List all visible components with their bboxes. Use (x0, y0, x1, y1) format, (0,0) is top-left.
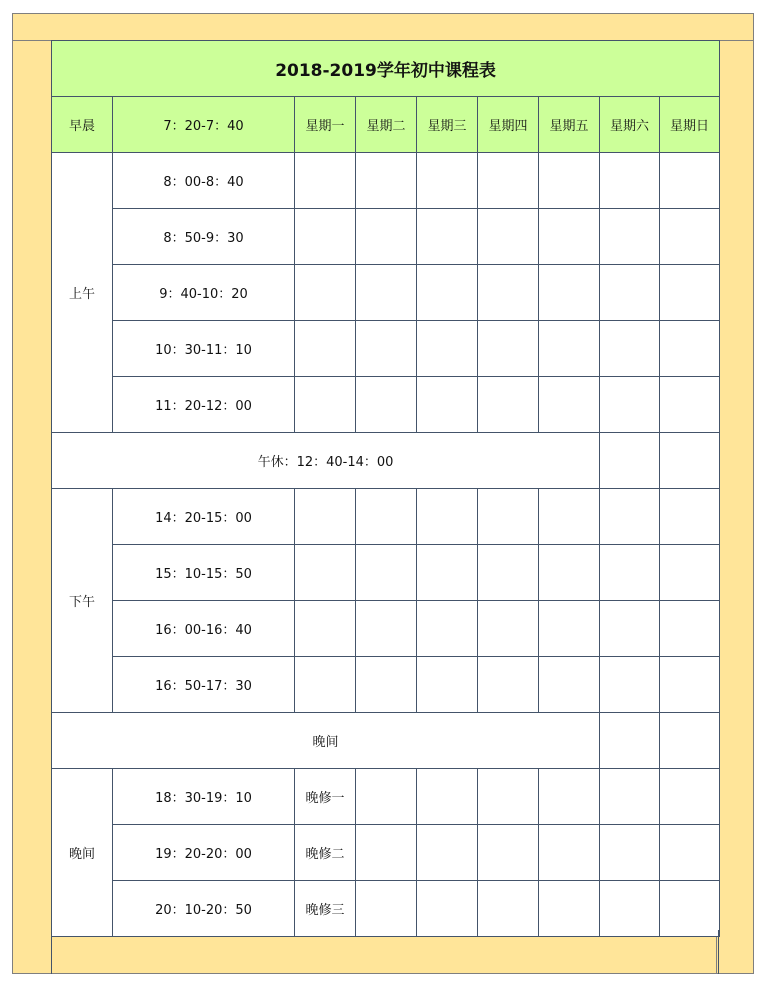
time-cell[interactable]: 20：10-20：50 (113, 881, 295, 937)
class-cell[interactable] (539, 881, 600, 937)
class-cell[interactable] (660, 881, 720, 937)
class-cell[interactable] (600, 713, 660, 769)
class-cell[interactable] (478, 881, 539, 937)
class-cell[interactable] (660, 433, 720, 489)
class-cell[interactable] (295, 265, 356, 321)
class-cell[interactable] (417, 265, 478, 321)
header-day-mon[interactable]: 星期一 (295, 97, 356, 153)
class-cell[interactable] (356, 545, 417, 601)
table-row (52, 153, 720, 209)
table-row (52, 601, 720, 657)
top-margin-band (13, 14, 753, 41)
time-cell[interactable]: 16：50-17：30 (113, 657, 295, 713)
class-cell[interactable] (417, 601, 478, 657)
class-cell[interactable] (295, 377, 356, 433)
class-cell[interactable] (660, 209, 720, 265)
header-day-fri[interactable]: 星期五 (539, 97, 600, 153)
bottom-margin-band (51, 930, 719, 974)
class-cell[interactable] (295, 209, 356, 265)
class-cell[interactable] (539, 153, 600, 209)
class-cell[interactable] (539, 601, 600, 657)
left-margin-band (13, 40, 52, 973)
class-cell[interactable] (660, 377, 720, 433)
class-cell[interactable] (600, 489, 660, 545)
class-cell[interactable] (539, 209, 600, 265)
schedule-title[interactable]: 2018-2019学年初中课程表 (52, 41, 720, 97)
header-day-thu[interactable]: 星期四 (478, 97, 539, 153)
morning-section-label[interactable]: 上午 (52, 153, 113, 433)
class-cell[interactable] (660, 769, 720, 825)
time-cell[interactable]: 10：30-11：10 (113, 321, 295, 377)
class-cell[interactable] (295, 657, 356, 713)
class-cell[interactable] (539, 265, 600, 321)
class-cell[interactable] (600, 881, 660, 937)
time-cell[interactable]: 9：40-10：20 (113, 265, 295, 321)
class-cell[interactable] (600, 601, 660, 657)
class-cell[interactable] (660, 713, 720, 769)
class-cell[interactable] (600, 265, 660, 321)
right-margin-band (716, 40, 753, 973)
class-cell[interactable] (417, 489, 478, 545)
time-cell[interactable]: 8：50-9：30 (113, 209, 295, 265)
class-cell[interactable] (417, 377, 478, 433)
title-row (52, 41, 720, 97)
table-row (52, 377, 720, 433)
class-cell[interactable] (356, 489, 417, 545)
evening-section-label[interactable]: 晚间 (52, 769, 113, 937)
class-cell[interactable] (417, 657, 478, 713)
table-row (52, 489, 720, 545)
table-row (52, 825, 720, 881)
class-cell[interactable] (660, 825, 720, 881)
class-cell[interactable] (356, 601, 417, 657)
class-cell[interactable] (660, 545, 720, 601)
class-cell[interactable] (478, 265, 539, 321)
class-cell[interactable] (356, 825, 417, 881)
class-cell[interactable] (356, 769, 417, 825)
class-cell[interactable] (295, 153, 356, 209)
schedule-table (51, 40, 720, 937)
class-cell[interactable] (539, 377, 600, 433)
class-cell[interactable] (660, 601, 720, 657)
class-cell[interactable] (417, 545, 478, 601)
session-cell[interactable]: 晚修二 (295, 825, 356, 881)
table-row (52, 881, 720, 937)
class-cell[interactable] (600, 825, 660, 881)
header-period-label[interactable]: 早晨 (52, 97, 113, 153)
class-cell[interactable] (478, 209, 539, 265)
class-cell[interactable] (356, 153, 417, 209)
class-cell[interactable] (478, 601, 539, 657)
header-day-sun[interactable]: 星期日 (660, 97, 720, 153)
class-cell[interactable] (660, 657, 720, 713)
class-cell[interactable] (600, 321, 660, 377)
header-day-sat[interactable]: 星期六 (600, 97, 660, 153)
class-cell[interactable] (478, 657, 539, 713)
table-row (52, 657, 720, 713)
table-row (52, 321, 720, 377)
table-row (52, 265, 720, 321)
time-cell[interactable]: 18：30-19：10 (113, 769, 295, 825)
class-cell[interactable] (600, 433, 660, 489)
evening-break-label[interactable]: 晚间 (52, 713, 600, 769)
class-cell[interactable] (417, 825, 478, 881)
class-cell[interactable] (539, 825, 600, 881)
class-cell[interactable] (417, 881, 478, 937)
class-cell[interactable] (478, 321, 539, 377)
class-cell[interactable] (356, 265, 417, 321)
class-cell[interactable] (660, 153, 720, 209)
session-cell[interactable]: 晚修三 (295, 881, 356, 937)
class-cell[interactable] (539, 489, 600, 545)
class-cell[interactable] (356, 209, 417, 265)
class-cell[interactable] (539, 769, 600, 825)
table-row (52, 433, 720, 489)
class-cell[interactable] (356, 657, 417, 713)
class-cell[interactable] (478, 153, 539, 209)
class-cell[interactable] (660, 265, 720, 321)
class-cell[interactable] (478, 545, 539, 601)
time-cell[interactable]: 15：10-15：50 (113, 545, 295, 601)
class-cell[interactable] (478, 769, 539, 825)
noon-break-label[interactable]: 午休：12：40-14：00 (52, 433, 600, 489)
class-cell[interactable] (417, 209, 478, 265)
class-cell[interactable] (356, 881, 417, 937)
header-day-wed[interactable]: 星期三 (417, 97, 478, 153)
time-cell[interactable]: 19：20-20：00 (113, 825, 295, 881)
class-cell[interactable] (478, 489, 539, 545)
class-cell[interactable] (417, 769, 478, 825)
table-row (52, 713, 720, 769)
header-row (52, 97, 720, 153)
afternoon-section-label[interactable]: 下午 (52, 489, 113, 713)
class-cell[interactable] (539, 657, 600, 713)
class-cell[interactable] (539, 321, 600, 377)
class-cell[interactable] (600, 769, 660, 825)
table-row (52, 769, 720, 825)
class-cell[interactable] (478, 377, 539, 433)
class-cell[interactable] (478, 825, 539, 881)
session-cell[interactable]: 晚修一 (295, 769, 356, 825)
header-day-tue[interactable]: 星期二 (356, 97, 417, 153)
time-cell[interactable]: 11：20-12：00 (113, 377, 295, 433)
class-cell[interactable] (295, 321, 356, 377)
class-cell[interactable] (600, 209, 660, 265)
table-row (52, 209, 720, 265)
class-cell[interactable] (660, 489, 720, 545)
class-cell[interactable] (539, 545, 600, 601)
class-cell[interactable] (600, 545, 660, 601)
class-cell[interactable] (417, 153, 478, 209)
class-cell[interactable] (295, 489, 356, 545)
class-cell[interactable] (295, 601, 356, 657)
table-row (52, 545, 720, 601)
time-cell[interactable]: 16：00-16：40 (113, 601, 295, 657)
time-cell[interactable]: 8：00-8：40 (113, 153, 295, 209)
class-cell[interactable] (600, 377, 660, 433)
class-cell[interactable] (295, 545, 356, 601)
class-cell[interactable] (600, 153, 660, 209)
class-cell[interactable] (600, 657, 660, 713)
time-cell[interactable]: 14：20-15：00 (113, 489, 295, 545)
header-period-time[interactable]: 7：20-7：40 (113, 97, 295, 153)
class-cell[interactable] (417, 321, 478, 377)
class-cell[interactable] (660, 321, 720, 377)
class-cell[interactable] (356, 321, 417, 377)
class-cell[interactable] (356, 377, 417, 433)
